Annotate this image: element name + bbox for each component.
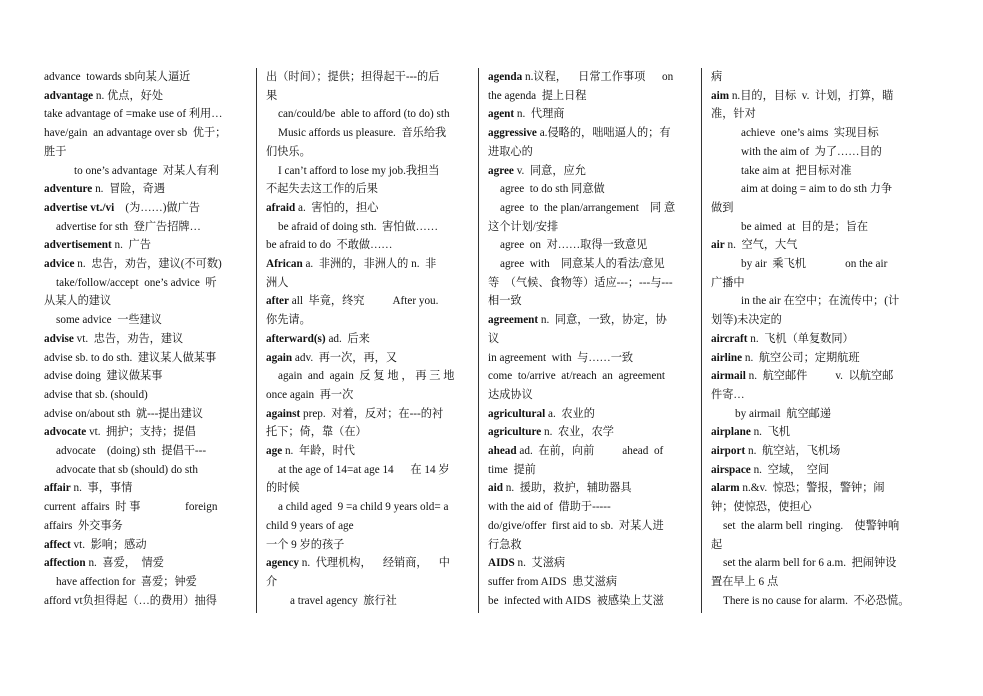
entry-line [711,330,913,349]
text-line [711,498,913,517]
text-line [266,87,463,106]
line-text: by airmail 航空邮递 [735,407,832,420]
line-text: 进取心的 [488,145,533,158]
headword: afterward(s) [266,332,326,345]
entry-line [266,199,463,218]
line-text: agree on 对……取得一致意见 [500,239,648,252]
line-text: 你先请。 [266,314,311,327]
text-line [44,274,242,293]
line-text: take advantage of =make use of 利用… [44,108,223,121]
text-line [488,199,687,218]
line-text: advise sb. to do sth. 建议某人做某事 [44,351,217,364]
text-line [488,330,687,349]
line-text: 们快乐。 [266,145,311,158]
headword: airport [711,445,746,458]
entry-line [266,554,463,573]
line-text: n. 农业，农学 [541,426,614,439]
text-line [711,554,913,573]
line-text: with the aid of 借助于----- [488,501,611,514]
line-text: set the alarm bell ringing. 使警钟响 [723,519,900,532]
line-text: affairs 外交事务 [44,519,123,532]
text-line [44,218,242,237]
line-text: agree with 同意某人的看法/意见 [500,258,665,271]
line-text: 准，针对 [711,108,756,121]
text-line [711,386,913,405]
headword: advertisement [44,239,112,252]
line-text: in agreement with 与……一致 [488,351,634,364]
line-text: a child aged 9 =a child 9 years old= a [278,501,449,514]
line-text: 等 （气候、食物等）适应---；---与--- [488,276,673,289]
line-text: ad. 在前，向前 ahead of [516,445,664,458]
text-line [44,105,242,124]
line-text: come to/arrive at/reach an agreement [488,370,666,383]
column-divider [478,68,479,613]
entry-line [44,423,242,442]
line-text: 划等)未决定的 [711,314,782,327]
line-text: Music affords us pleasure. 音乐给我 [278,127,447,140]
text-line [266,479,463,498]
text-line [711,274,913,293]
line-text: a.侵略的，咄咄逼人的；有 [536,127,671,140]
line-text: n. 忠告，劝告，建议(不可数) [74,258,222,271]
entry-line [44,330,242,349]
line-text: agree to the plan/arrangement 同 意 [500,201,676,214]
line-text: all 毕竟，终究 After you. [288,295,439,308]
line-text: in the air 在空中；在流传中；(计 [741,295,900,308]
text-line [44,461,242,480]
headword: aircraft [711,332,748,345]
line-text: 置在早上 6 点 [711,575,779,588]
entry-line [488,442,687,461]
text-line [711,592,913,611]
headword: agenda [488,71,523,83]
line-text: v. 同意，应允 [513,164,586,177]
headword: again [266,351,293,364]
headword: aim [711,89,730,102]
line-text: set the alarm bell for 6 a.m. 把闹钟设 [723,557,897,570]
headword: advocate [44,426,87,439]
entry-line [44,87,242,106]
text-line [488,274,687,293]
entry-line [488,105,687,124]
headword: against [266,407,301,420]
line-text: n. 事，事情 [70,482,133,495]
entry-line [44,536,242,555]
text-line [266,386,463,405]
entry-line [44,199,242,218]
text-line [266,311,463,330]
text-line [711,124,913,143]
line-text: 做到 [711,201,734,214]
text-line [266,517,463,536]
line-text: 不起失去这工作的后果 [266,183,378,196]
line-text: a. 害怕的，担心 [295,201,379,214]
line-text: achieve one’s aims 实现目标 [741,127,879,140]
text-line [44,405,242,424]
line-text: be infected with AIDS 被感染上艾滋 [488,594,664,607]
column-4 [711,68,913,616]
text-line [266,68,463,87]
text-line [488,573,687,592]
column-divider [256,68,257,613]
entry-line [488,423,687,442]
text-line [488,517,687,536]
line-text: n. 年龄，时代 [282,445,355,458]
headword: agency [266,557,299,570]
text-line [711,162,913,181]
headword: afraid [266,201,296,214]
line-text: to one’s advantage 对某人有利 [74,164,219,177]
text-line [44,517,242,536]
line-text: n. 同意，一致，协定，协 [538,314,667,327]
headword: agricultural [488,407,546,420]
text-line [44,162,242,181]
line-text: n. 冒险，奇遇 [92,183,166,196]
text-line [488,218,687,237]
headword: AIDS [488,557,515,570]
entry-line [711,236,913,255]
line-text: There is no cause for alarm. 不必恐慌。 [723,594,910,607]
entry-line [44,479,242,498]
headword: airmail [711,370,746,383]
line-text: with the aim of 为了……目的 [741,145,882,158]
text-line [711,218,913,237]
line-text: be afraid of doing sth. 害怕做…… [278,220,439,233]
text-line [488,349,687,368]
line-text: 的时候 [266,482,300,495]
line-text: 从某人的建议 [44,295,112,308]
line-text: a. 非洲的，非洲人的 n. 非 [302,258,437,271]
entry-line [488,479,687,498]
headword: air [711,239,725,252]
line-text: n. 飞机（单复数同） [747,332,854,345]
text-line [488,292,687,311]
line-text: n. 艾滋病 [514,557,566,570]
text-line [266,143,463,162]
entry-line [266,255,463,274]
entry-line [711,442,913,461]
line-text: have/gain an advantage over sb 优于； [44,127,227,140]
entry-line [44,236,242,255]
headword: after [266,295,289,308]
entry-line [488,405,687,424]
line-text: aim at doing = aim to do sth 力争 [741,183,893,196]
line-text: n. 航空站，飞机场 [745,445,841,458]
line-text: can/could/be able to afford (to do) sth [278,108,450,121]
text-line [711,143,913,162]
line-text: 广播中 [711,276,745,289]
text-line [266,423,463,442]
headword: ahead [488,445,517,458]
line-text: 托下；倚，靠（在） [266,426,367,439]
column-2 [266,68,463,616]
line-text: the agenda 提上日程 [488,89,587,102]
line-text: vt. 忠告，劝告，建议 [73,332,184,345]
headword: advise [44,332,74,345]
line-text: a travel agency 旅行社 [290,594,397,607]
text-line [44,292,242,311]
entry-line [44,554,242,573]
line-text: 达成协议 [488,388,533,401]
column-1 [44,68,242,616]
line-text: some advice 一些建议 [56,314,162,327]
entry-line [711,367,913,386]
headword: aggressive [488,127,537,140]
text-line [711,255,913,274]
headword: advantage [44,89,94,102]
text-line [266,461,463,480]
line-text: n.目的，目标 v. 计划，打算，瞄 [729,89,894,102]
entry-line [488,162,687,181]
line-text: 议 [488,332,500,345]
line-text: n. 飞机 [750,426,790,439]
line-text: n. 优点，好处 [93,89,164,102]
line-text: advise on/about sth 就---提出建议 [44,407,204,420]
line-text: time 提前 [488,463,536,476]
text-line [488,536,687,555]
text-line [44,349,242,368]
line-text: advance towards sb向某人逼近 [44,71,191,83]
text-line [488,386,687,405]
line-text: advise that sb. (should) [44,388,148,401]
headword: age [266,445,283,458]
line-text: n. 代理商 [514,108,565,121]
text-line [44,367,242,386]
entry-line [266,330,463,349]
text-line [711,180,913,199]
text-line [488,180,687,199]
entry-line [44,255,242,274]
text-line [266,367,463,386]
text-line [711,105,913,124]
headword: airline [711,351,743,364]
text-line [44,143,242,162]
entry-line [711,423,913,442]
text-line [266,180,463,199]
headword: African [266,258,303,271]
text-line [711,311,913,330]
text-line [488,498,687,517]
entry-line [711,349,913,368]
text-line [266,162,463,181]
entry-line [711,87,913,106]
text-line [488,255,687,274]
line-text: take/follow/accept one’s advice 听 [56,276,217,289]
text-line [488,367,687,386]
line-text: n. 航空邮件 v. 以航空邮 [745,370,894,383]
text-line [44,573,242,592]
headword: alarm [711,482,740,495]
headword: agreement [488,314,539,327]
text-line [44,386,242,405]
line-text: 病 [711,71,723,83]
text-line [488,143,687,162]
text-line [711,292,913,311]
headword: affair [44,482,71,495]
line-text: by air 乘飞机 on the air [741,258,888,271]
line-text: once again 再一次 [266,388,354,401]
line-text: do/give/offer first aid to sb. 对某人进 [488,519,664,532]
line-text: be afraid to do 不敢做…… [266,239,393,252]
headword: aid [488,482,503,495]
text-line [44,442,242,461]
text-line [266,573,463,592]
line-text: current affairs 时 事 foreign [44,501,218,514]
line-text: afford vt负担得起（…的费用）抽得 [44,594,217,607]
text-line [266,218,463,237]
entry-line [711,479,913,498]
entry-line [266,349,463,368]
text-line [711,199,913,218]
line-text: advertise for sth 登广告招牌… [56,220,201,233]
text-line [711,405,913,424]
line-text: advocate that sb (should) do sth [56,463,198,476]
text-line [266,236,463,255]
line-text: 介 [266,575,278,588]
line-text: suffer from AIDS 患艾滋病 [488,575,618,588]
line-text: child 9 years of age [266,519,354,532]
line-text: 果 [266,89,278,102]
text-line [488,236,687,255]
column-divider [701,68,702,613]
line-text: again and again 反 复 地 ， 再 三 地 [278,370,455,383]
line-text: vt. 拥护；支持；提倡 [86,426,196,439]
headword: airplane [711,426,751,439]
headword: adventure [44,183,93,196]
text-line [711,517,913,536]
text-line [44,124,242,143]
entry-line [488,68,687,87]
column-3 [488,68,687,616]
line-text: n. 广告 [111,239,151,252]
text-line [44,68,242,87]
line-text: 洲人 [266,276,289,289]
entry-line [44,180,242,199]
text-line [266,105,463,124]
line-text: adv. 再一次，再，又 [292,351,398,364]
entry-line [266,405,463,424]
entry-line [488,124,687,143]
text-line [44,311,242,330]
line-text: be aimed at 目的是；旨在 [741,220,869,233]
text-line [44,498,242,517]
line-text: ad. 后来 [325,332,370,345]
line-text: agree to do sth 同意做 [500,183,605,196]
text-line [266,124,463,143]
line-text: at the age of 14=at age 14 在 14 岁 [278,463,450,476]
text-line [488,592,687,611]
line-text: 相一致 [488,295,522,308]
text-line [711,536,913,555]
headword: agent [488,108,515,121]
line-text: (为……)做广告 [114,201,200,214]
line-text: n.议程， 日常工作事项 on [522,71,674,83]
text-line [266,274,463,293]
line-text: 这个计划/安排 [488,220,559,233]
line-text: 一个 9 岁的孩子 [266,538,345,551]
line-text: have affection for 喜爱；钟爱 [56,575,197,588]
line-text: n. 喜爱， 情爱 [85,557,164,570]
line-text: vt. 影响；感动 [70,538,147,551]
line-text: I can’t afford to lose my job.我担当 [278,164,440,177]
line-text: prep. 对着，反对；在---的衬 [300,407,444,420]
headword: affection [44,557,86,570]
line-text: 出（时间）；提供；担得起干---的后 [266,71,440,83]
headword: agree [488,164,514,177]
entry-line [488,554,687,573]
line-text: n. 空域， 空间 [750,463,830,476]
line-text: n. 代理机构， 经销商， 中 [298,557,450,570]
line-text: advocate (doing) sth 提倡干--- [56,445,207,458]
line-text: 件寄… [711,388,745,401]
line-text: a. 农业的 [545,407,595,420]
text-line [488,461,687,480]
text-line [266,498,463,517]
text-line [488,87,687,106]
entry-line [488,311,687,330]
line-text: 行急救 [488,538,522,551]
line-text: 钟；使惊恐，使担心 [711,501,812,514]
line-text: n. 航空公司；定期航班 [742,351,860,364]
line-text: n. 援助，救护，辅助器具 [502,482,632,495]
headword: affect [44,538,71,551]
text-line [711,573,913,592]
headword: advice [44,258,75,271]
line-text: n. 空气，大气 [724,239,798,252]
line-text: 胜于 [44,145,67,158]
entry-line [711,461,913,480]
text-line [266,536,463,555]
headword: airspace [711,463,751,476]
line-text: take aim at 把目标对准 [741,164,852,177]
text-line [711,68,913,87]
line-text: advise doing 建议做某事 [44,370,163,383]
line-text: n.&v. 惊恐；警报，警钟；闹 [739,482,885,495]
line-text: 起 [711,538,723,551]
text-line [44,592,242,611]
headword: advertise vt./vi [44,201,115,214]
entry-line [266,292,463,311]
headword: agriculture [488,426,542,439]
text-line [266,592,463,611]
entry-line [266,442,463,461]
